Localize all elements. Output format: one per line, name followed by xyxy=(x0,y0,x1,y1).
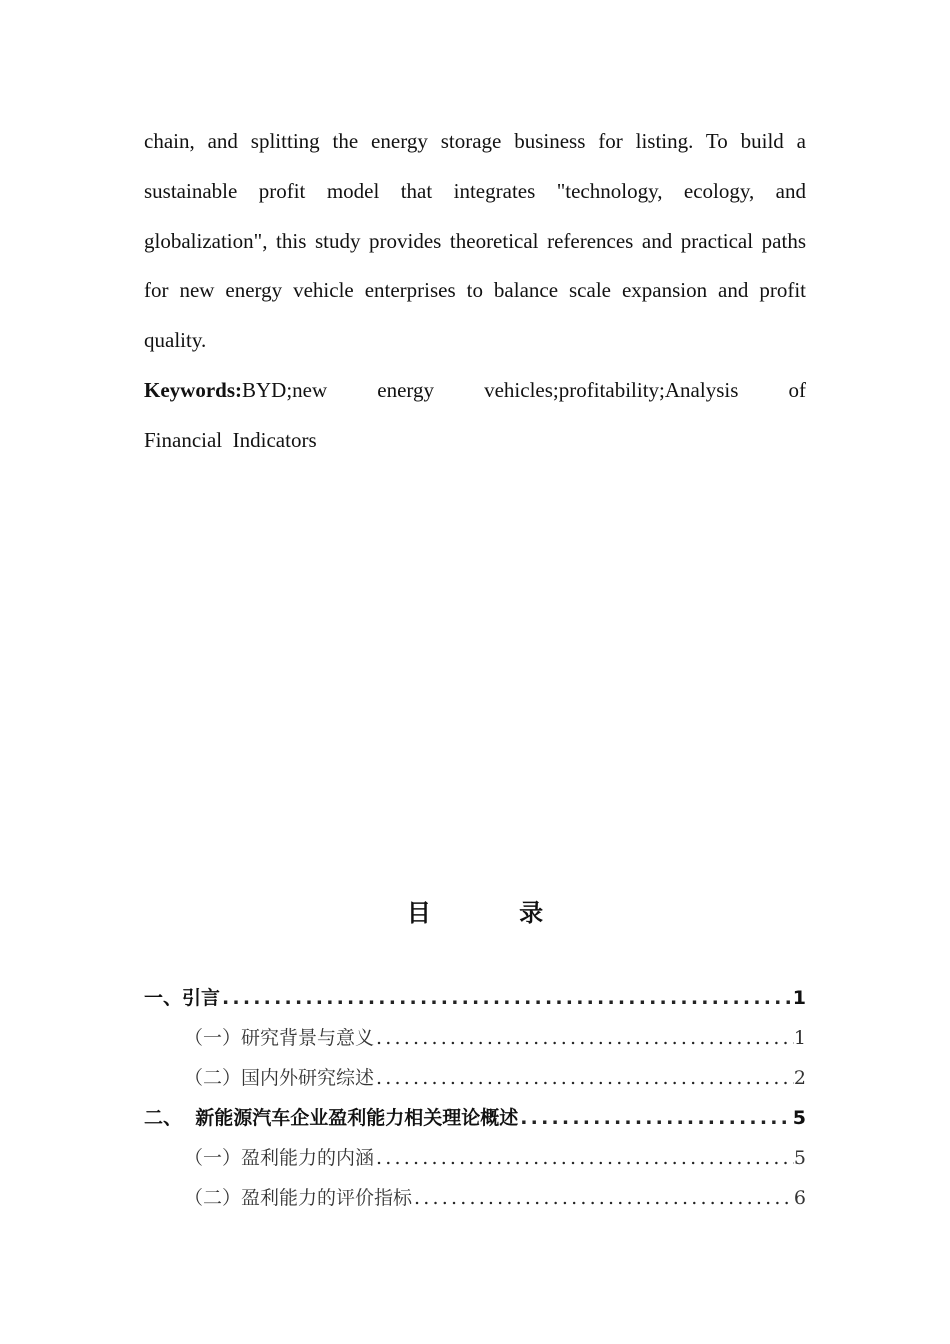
keywords-label: Keywords: xyxy=(144,377,242,402)
table-of-contents xyxy=(144,978,806,1218)
keyword-word: energy xyxy=(377,377,435,402)
keyword-word: BYD;new xyxy=(242,377,328,402)
toc-entry[interactable] xyxy=(144,1018,806,1058)
keywords-first xyxy=(144,366,327,416)
toc-leader-dots xyxy=(374,1138,794,1178)
toc-entry-page: 6 xyxy=(793,1187,806,1209)
toc-entry-page: 2 xyxy=(793,1067,806,1089)
keywords-line xyxy=(144,366,806,416)
toc-entry-title: （二）盈利能力的评价指标 xyxy=(184,1187,413,1209)
abstract-paragraph: chain, and splitting the energy storage business for listing. To build a sustainable profit model that integrates "technology, ecology, and globalization", this study provides theoretical references and practical paths for new energy vehicle enterprises to balance scale expansion and profit quality. xyxy=(144,129,806,353)
keywords-tail: Financial Indicators xyxy=(144,427,317,452)
toc-leader-dots xyxy=(518,1098,793,1138)
toc-leader-dots xyxy=(412,1178,794,1218)
toc-entry-page: 1 xyxy=(792,987,806,1009)
toc-entry-page: 5 xyxy=(792,1107,806,1129)
abstract-section xyxy=(144,117,806,466)
toc-entry-title: 一、引言 xyxy=(144,987,221,1009)
toc-leader-dots xyxy=(374,1058,794,1098)
keyword-word: vehicles;profitability;Analysis xyxy=(484,377,739,402)
toc-entry-title: 二、 新能源汽车企业盈利能力相关理论概述 xyxy=(144,1107,519,1129)
toc-entry-title: （一）盈利能力的内涵 xyxy=(184,1147,375,1169)
toc-entry-page: 1 xyxy=(793,1027,806,1049)
keywords-block xyxy=(144,366,806,466)
toc-entry-title: （二）国内外研究综述 xyxy=(184,1067,375,1089)
toc-entry[interactable] xyxy=(144,1098,806,1138)
toc-entry[interactable] xyxy=(144,1178,806,1218)
keyword-word: of xyxy=(788,377,806,402)
toc-leader-dots xyxy=(374,1018,794,1058)
toc-leader-dots xyxy=(220,978,793,1018)
toc-title: 目 录 xyxy=(406,899,584,927)
toc-entry[interactable] xyxy=(144,1138,806,1178)
toc-entry-title: （一）研究背景与意义 xyxy=(184,1027,375,1049)
toc-entry[interactable] xyxy=(144,978,806,1018)
toc-entry-page: 5 xyxy=(793,1147,806,1169)
toc-entry[interactable] xyxy=(144,1058,806,1098)
